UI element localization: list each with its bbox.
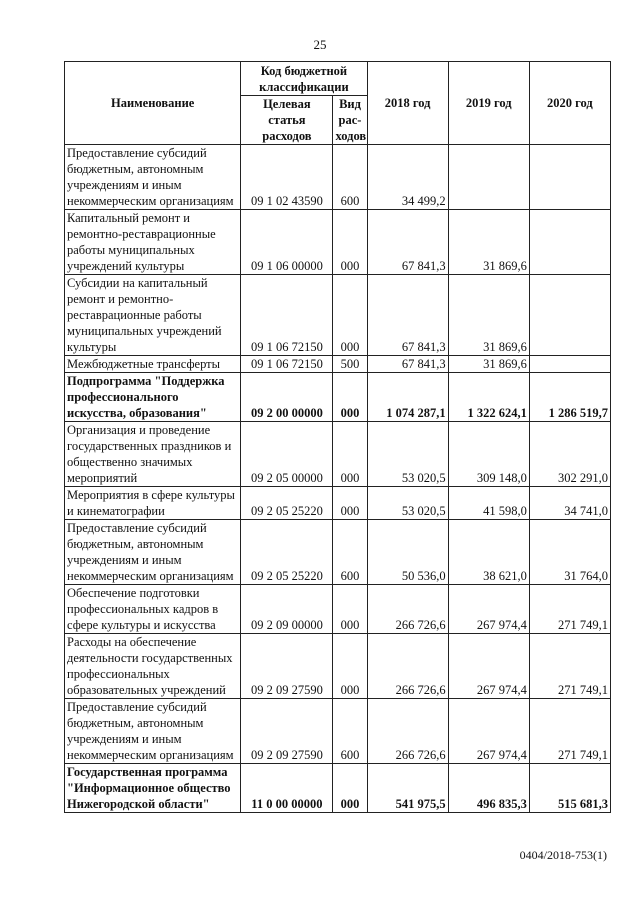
row-target-code: 09 1 06 72150 — [241, 275, 333, 356]
table-row — [65, 422, 611, 487]
row-value-2019: 31 869,6 — [448, 275, 529, 356]
row-value-2020 — [529, 356, 610, 373]
table-body — [65, 145, 611, 813]
row-value-2018: 266 726,6 — [367, 699, 448, 764]
row-value-2018: 53 020,5 — [367, 487, 448, 520]
row-value-2020 — [529, 145, 610, 210]
row-name: Предоставление субсидий бюджетным, автономным учреждениям и иным некоммерческим организациям — [65, 699, 241, 764]
row-vid-code: 000 — [333, 275, 367, 356]
row-name: Организация и проведение государственных праздников и общественно значимых мероприятий — [65, 422, 241, 487]
header-2018: 2018 год — [367, 62, 448, 145]
row-vid-code: 500 — [333, 356, 367, 373]
row-value-2020: 271 749,1 — [529, 634, 610, 699]
row-value-2020: 31 764,0 — [529, 520, 610, 585]
row-target-code: 09 2 05 00000 — [241, 422, 333, 487]
table-row — [65, 764, 611, 813]
row-value-2020: 515 681,3 — [529, 764, 610, 813]
row-value-2020 — [529, 210, 610, 275]
row-value-2018: 53 020,5 — [367, 422, 448, 487]
row-value-2019: 496 835,3 — [448, 764, 529, 813]
row-name: Обеспечение подготовки профессиональных кадров в сфере культуры и искусства — [65, 585, 241, 634]
table-row — [65, 699, 611, 764]
row-vid-code: 000 — [333, 634, 367, 699]
row-value-2019: 267 974,4 — [448, 634, 529, 699]
table-row — [65, 487, 611, 520]
row-vid-code: 000 — [333, 373, 367, 422]
row-value-2018: 67 841,3 — [367, 356, 448, 373]
header-code-group: Код бюджетной классификации — [241, 62, 367, 96]
header-target: Целевая статья расходов — [241, 96, 333, 145]
row-name: Субсидии на капитальный ремонт и ремонтно-реставрационные работы муниципальных учреждений культуры — [65, 275, 241, 356]
table-row — [65, 145, 611, 210]
row-value-2018: 1 074 287,1 — [367, 373, 448, 422]
row-value-2018: 67 841,3 — [367, 210, 448, 275]
document-code: 0404/2018-753(1) — [519, 848, 607, 862]
row-value-2019: 267 974,4 — [448, 585, 529, 634]
page-number: 25 — [313, 37, 327, 52]
row-vid-code: 000 — [333, 487, 367, 520]
row-value-2019: 31 869,6 — [448, 210, 529, 275]
row-name: Мероприятия в сфере культуры и кинематографии — [65, 487, 241, 520]
table-row — [65, 373, 611, 422]
row-value-2018: 266 726,6 — [367, 585, 448, 634]
row-value-2019: 38 621,0 — [448, 520, 529, 585]
row-target-code: 09 2 09 27590 — [241, 699, 333, 764]
header-name: Наименование — [65, 62, 241, 145]
row-name: Государственная программа "Информационное общество Нижегородской области" — [65, 764, 241, 813]
row-target-code: 09 2 05 25220 — [241, 487, 333, 520]
row-vid-code: 000 — [333, 764, 367, 813]
row-target-code: 09 2 09 27590 — [241, 634, 333, 699]
row-value-2019: 309 148,0 — [448, 422, 529, 487]
row-target-code: 11 0 00 00000 — [241, 764, 333, 813]
table-row — [65, 356, 611, 373]
table-row — [65, 210, 611, 275]
row-name: Капитальный ремонт и ремонтно-реставрационные работы муниципальных учреждений культуры — [65, 210, 241, 275]
row-value-2018: 67 841,3 — [367, 275, 448, 356]
table-header — [65, 62, 611, 145]
row-value-2020: 271 749,1 — [529, 699, 610, 764]
row-name: Предоставление субсидий бюджетным, автономным учреждениям и иным некоммерческим организациям — [65, 145, 241, 210]
row-vid-code: 600 — [333, 145, 367, 210]
row-value-2019: 1 322 624,1 — [448, 373, 529, 422]
row-name: Предоставление субсидий бюджетным, автономным учреждениям и иным некоммерческим организациям — [65, 520, 241, 585]
header-2019: 2019 год — [448, 62, 529, 145]
row-value-2018: 266 726,6 — [367, 634, 448, 699]
row-value-2019 — [448, 145, 529, 210]
row-vid-code: 000 — [333, 210, 367, 275]
header-2020: 2020 год — [529, 62, 610, 145]
table-row — [65, 634, 611, 699]
row-name: Расходы на обеспечение деятельности государственных профессиональных образовательных учреждений — [65, 634, 241, 699]
row-value-2019: 41 598,0 — [448, 487, 529, 520]
header-vid: Вид рас-ходов — [333, 96, 367, 145]
row-target-code: 09 1 02 43590 — [241, 145, 333, 210]
row-value-2020: 271 749,1 — [529, 585, 610, 634]
row-name: Межбюджетные трансферты — [65, 356, 241, 373]
row-value-2018: 541 975,5 — [367, 764, 448, 813]
row-value-2018: 34 499,2 — [367, 145, 448, 210]
row-value-2019: 31 869,6 — [448, 356, 529, 373]
row-value-2018: 50 536,0 — [367, 520, 448, 585]
table-row — [65, 275, 611, 356]
table-row — [65, 520, 611, 585]
row-vid-code: 000 — [333, 422, 367, 487]
row-value-2020 — [529, 275, 610, 356]
row-value-2019: 267 974,4 — [448, 699, 529, 764]
table-row — [65, 585, 611, 634]
row-target-code: 09 2 00 00000 — [241, 373, 333, 422]
row-value-2020: 302 291,0 — [529, 422, 610, 487]
row-target-code: 09 2 05 25220 — [241, 520, 333, 585]
row-target-code: 09 1 06 00000 — [241, 210, 333, 275]
row-value-2020: 34 741,0 — [529, 487, 610, 520]
row-name: Подпрограмма "Поддержка профессионального искусства, образования" — [65, 373, 241, 422]
budget-table — [64, 61, 611, 813]
row-vid-code: 600 — [333, 699, 367, 764]
row-vid-code: 000 — [333, 585, 367, 634]
row-vid-code: 600 — [333, 520, 367, 585]
row-target-code: 09 1 06 72150 — [241, 356, 333, 373]
row-target-code: 09 2 09 00000 — [241, 585, 333, 634]
row-value-2020: 1 286 519,7 — [529, 373, 610, 422]
